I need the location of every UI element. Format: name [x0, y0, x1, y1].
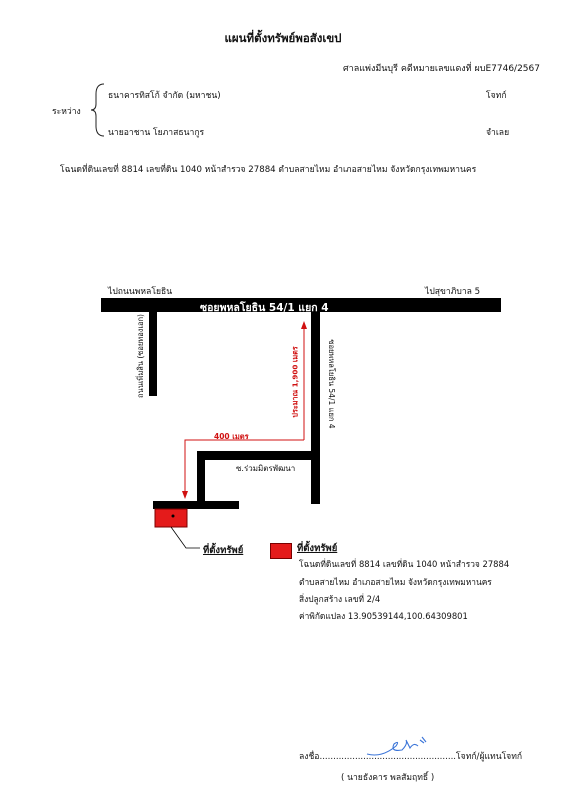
site-leader-line: [171, 527, 200, 548]
case-number: ศาลแพ่งมีนบุรี คดีหมายเลขแดงที่ ผบE7746/2567: [342, 64, 540, 74]
arrow-up-head: [301, 321, 307, 329]
defendant-role: จำเลย: [486, 128, 510, 138]
site-pin: [172, 515, 175, 518]
distance-vertical: ประมาณ 1,900 เมตร: [290, 346, 300, 418]
plaintiff-name: ธนาคารทิสโก้ จำกัด (มหาชน): [108, 91, 221, 101]
bottom-road: [153, 501, 239, 509]
side-road-label: ซ.ร่วมมิตรพัฒนา: [236, 464, 296, 473]
arrow-down-head: [182, 491, 188, 499]
distance-horizontal: 400 เมตร: [214, 432, 249, 441]
direction-right: ไปสุขาภิบาล 5: [425, 287, 481, 297]
plaintiff-role: โจทก์: [486, 91, 507, 101]
site-plot: [155, 509, 187, 527]
legend-red-box: [270, 543, 292, 559]
defendant-name: นายอาชาน โยภาสธนากูร: [108, 128, 205, 138]
right-road-label: ซอยพหลโยธิน 54/1 แยก 4: [327, 339, 336, 429]
legend-line-3: สิ่งปลูกสร้าง เลขที่ 2/4: [299, 594, 381, 604]
legend-line-4: ค่าพิกัดแปลง 13.90539144,100.64309801: [299, 611, 468, 621]
main-road-label: ซอยพหลโยธิน 54/1 แยก 4: [200, 302, 329, 314]
signature-line: ลงชื่อ..................................................โจทก์/ผู้แทนโจทก์: [299, 752, 523, 762]
between-label: ระหว่าง: [52, 107, 81, 117]
left-road-label: ถนนเพิ่มสิน (ซอยทองเอก): [136, 314, 145, 398]
deed-description: โฉนดที่ดินเลขที่ 8814 เลขที่ดิน 1040 หน้าสำรวจ 27884 ตำบลสายไหม อำเภอสายไหม จังหวัดกรุงเทพมหานคร: [60, 165, 477, 175]
direction-left: ไปถนนพหลโยธิน: [108, 287, 173, 297]
legend-title: ที่ตั้งทรัพย์: [297, 543, 338, 554]
signatory-name: ( นายธังคาร พลสัมฤทธิ์ ): [341, 773, 435, 783]
legend-line-1: โฉนดที่ดินเลขที่ 8814 เลขที่ดิน 1040 หน้าสำรวจ 27884: [299, 559, 510, 569]
right-road: [311, 312, 320, 504]
document-title: แผนที่ตั้งทรัพย์พอสังเขป: [224, 31, 342, 45]
left-road: [149, 312, 157, 396]
side-road-down: [197, 451, 205, 503]
site-label: ที่ตั้งทรัพย์: [203, 545, 244, 556]
side-road: [197, 451, 311, 460]
legend-line-2: ตำบลสายไหม อำเภอสายไหม จังหวัดกรุงเทพมหานคร: [299, 577, 492, 587]
